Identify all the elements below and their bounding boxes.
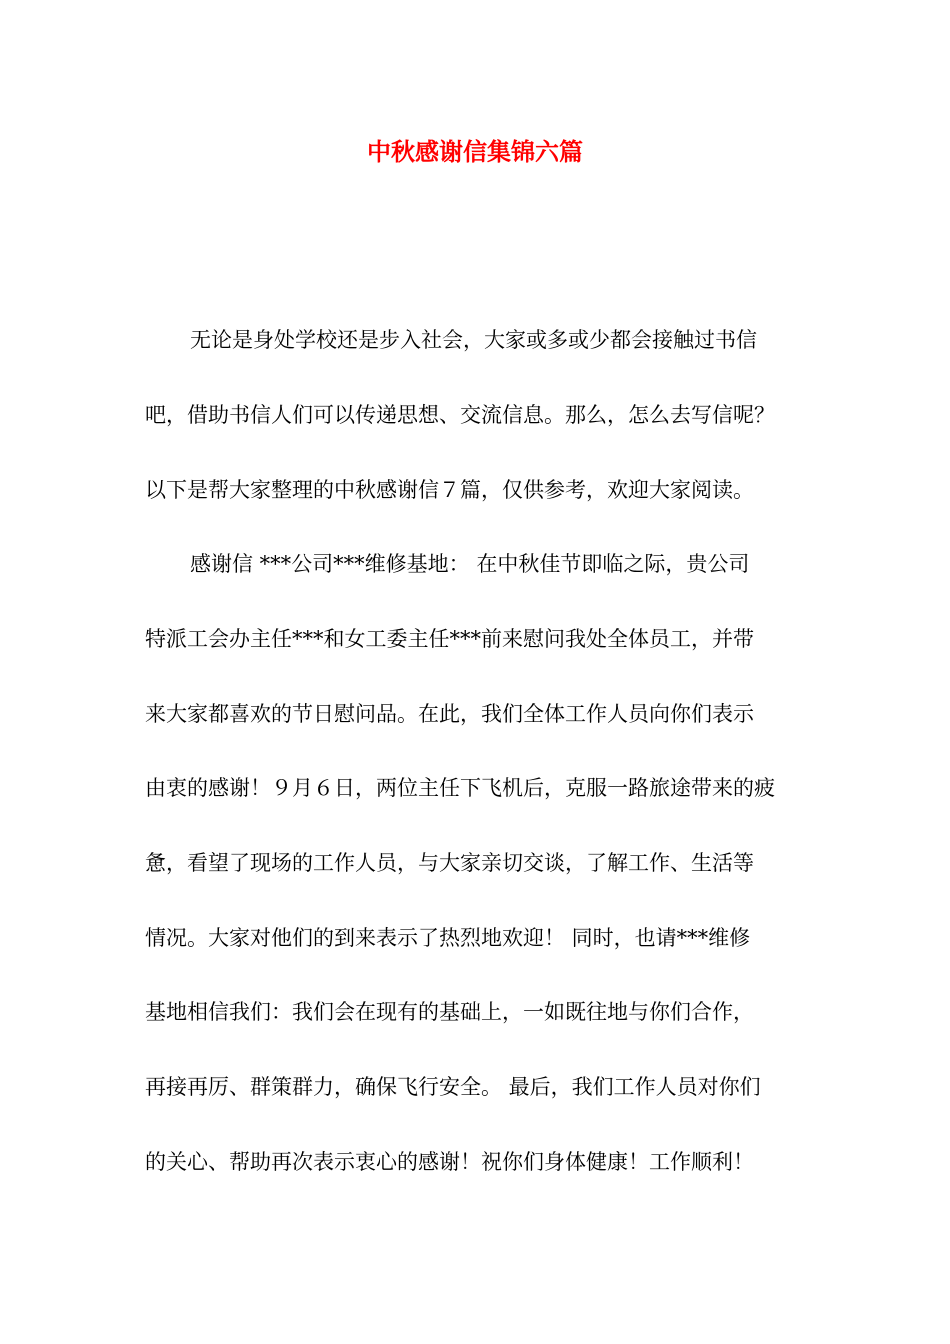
paragraph-line: 无论是身处学校还是步入社会，大家或多或少都会接触过书信 (190, 328, 757, 352)
paragraph-line: 由衷的感谢！９月６日，两位主任下飞机后，克服一路旅途带来的疲 (145, 776, 775, 800)
paragraph-line: 来大家都喜欢的节日慰问品。在此，我们全体工作人员向你们表示 (145, 702, 754, 726)
paragraph-line: 基地相信我们：我们会在现有的基础上，一如既往地与你们合作， (145, 1000, 754, 1024)
paragraph-line: 特派工会办主任***和女工委主任***前来慰问我处全体员工，并带 (145, 627, 754, 651)
paragraph-line: 惫，看望了现场的工作人员，与大家亲切交谈，了解工作、生活等 (145, 851, 754, 875)
paragraph-line: 的关心、帮助再次表示衷心的感谢！祝你们身体健康！工作顺利！ (145, 1150, 754, 1174)
paragraph-line: 吧，借助书信人们可以传递思想、交流信息。那么，怎么去写信呢？ (145, 403, 775, 427)
paragraph-line: 情况。大家对他们的到来表示了热烈地欢迎！ 同时，也请***维修 (145, 926, 751, 950)
paragraph-line: 以下是帮大家整理的中秋感谢信７篇，仅供参考，欢迎大家阅读。 (145, 478, 754, 502)
document-title: 中秋感谢信集锦六篇 (367, 137, 583, 166)
paragraph-line: 再接再厉、群策群力，确保飞行安全。 最后，我们工作人员对你们 (145, 1075, 761, 1099)
paragraph-line: 感谢信 ***公司***维修基地： 在中秋佳节即临之际，贵公司 (190, 552, 750, 576)
